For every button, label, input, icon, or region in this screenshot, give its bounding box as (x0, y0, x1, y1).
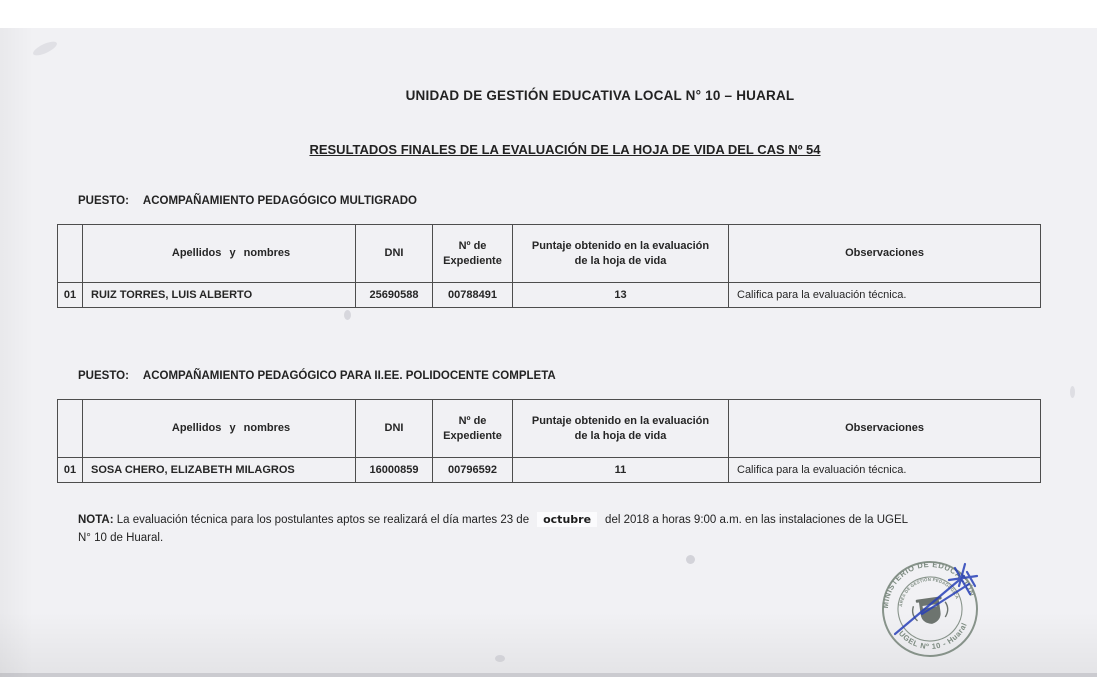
document-subtitle: RESULTADOS FINALES DE LA EVALUACIÓN DE LA HOJA DE VIDA DEL CAS Nº 54 (309, 142, 821, 157)
col-header-observaciones: Observaciones (729, 225, 1041, 283)
nota-text-before: La evaluación técnica para los postulantes aptos se realizará el día martes 23 de (116, 514, 530, 526)
cell-index: 01 (58, 283, 83, 308)
cell-observaciones: Califica para la evaluación técnica. (729, 458, 1041, 483)
cell-observaciones: Califica para la evaluación técnica. (729, 283, 1041, 308)
nota-line2: N° 10 de Huaral. (78, 532, 164, 545)
results-table-multigrado (57, 224, 1041, 308)
scan-smudge (495, 655, 505, 662)
results-table-polidocente (57, 399, 1041, 483)
nota-paragraph (78, 511, 1053, 548)
section-1-puesto (78, 195, 417, 207)
cell-dni: 16000859 (356, 458, 433, 483)
nota-text-after: del 2018 a horas 9:00 a.m. en las instalaciones de la UGEL (605, 514, 909, 526)
scan-smudge (344, 310, 351, 320)
stamp-arc-top-text: MINISTERIO DE EDUCACIÓN (880, 559, 977, 609)
official-stamp (867, 546, 993, 672)
table-header-row (58, 225, 1041, 283)
col-header-expediente: Nº de Expediente (433, 225, 513, 283)
col-header-expediente: Nº de Expediente (433, 400, 513, 458)
puesto-label: PUESTO: (78, 370, 129, 382)
section-2-puesto (78, 370, 556, 382)
puesto-value: ACOMPAÑAMIENTO PEDAGÓGICO MULTIGRADO (142, 195, 418, 207)
col-header-dni: DNI (356, 400, 433, 458)
cell-dni: 25690588 (356, 283, 433, 308)
cell-puntaje: 13 (513, 283, 729, 308)
stamp-svg (867, 546, 993, 672)
scan-bottom-edge (0, 673, 1097, 677)
puesto-value: ACOMPAÑAMIENTO PEDAGÓGICO PARA II.EE. POLIDOCENTE COMPLETA (142, 370, 556, 382)
nota-edited-month: octubre (537, 512, 597, 527)
col-header-name: Apellidos y nombres (83, 225, 356, 283)
col-header-index (58, 225, 83, 283)
col-header-index (58, 400, 83, 458)
cell-expediente: 00788491 (433, 283, 513, 308)
cell-index: 01 (58, 458, 83, 483)
col-header-dni: DNI (356, 225, 433, 283)
scan-smudge (1070, 386, 1075, 398)
cell-name: RUIZ TORRES, LUIS ALBERTO (83, 283, 356, 308)
nota-label: NOTA: (78, 514, 114, 526)
cell-puntaje: 11 (513, 458, 729, 483)
col-header-name: Apellidos y nombres (83, 400, 356, 458)
col-header-observaciones: Observaciones (729, 400, 1041, 458)
table-row (58, 458, 1041, 483)
document-title: UNIDAD DE GESTIÓN EDUCATIVA LOCAL N° 10 – HUARAL (405, 88, 795, 103)
cell-name: SOSA CHERO, ELIZABETH MILAGROS (83, 458, 356, 483)
scan-smudge (686, 555, 695, 564)
table-row (58, 283, 1041, 308)
puesto-label: PUESTO: (78, 195, 129, 207)
table-header-row (58, 400, 1041, 458)
stamp-arc-bottom-text: UGEL Nº 10 - Huaral (896, 621, 969, 652)
stamp-arc-inner-text: ÁREA DE GESTIÓN PEDAGÓGICA (898, 576, 960, 608)
col-header-puntaje: Puntaje obtenido en la evaluación de la hoja de vida (513, 225, 729, 283)
col-header-puntaje: Puntaje obtenido en la evaluación de la hoja de vida (513, 400, 729, 458)
cell-expediente: 00796592 (433, 458, 513, 483)
